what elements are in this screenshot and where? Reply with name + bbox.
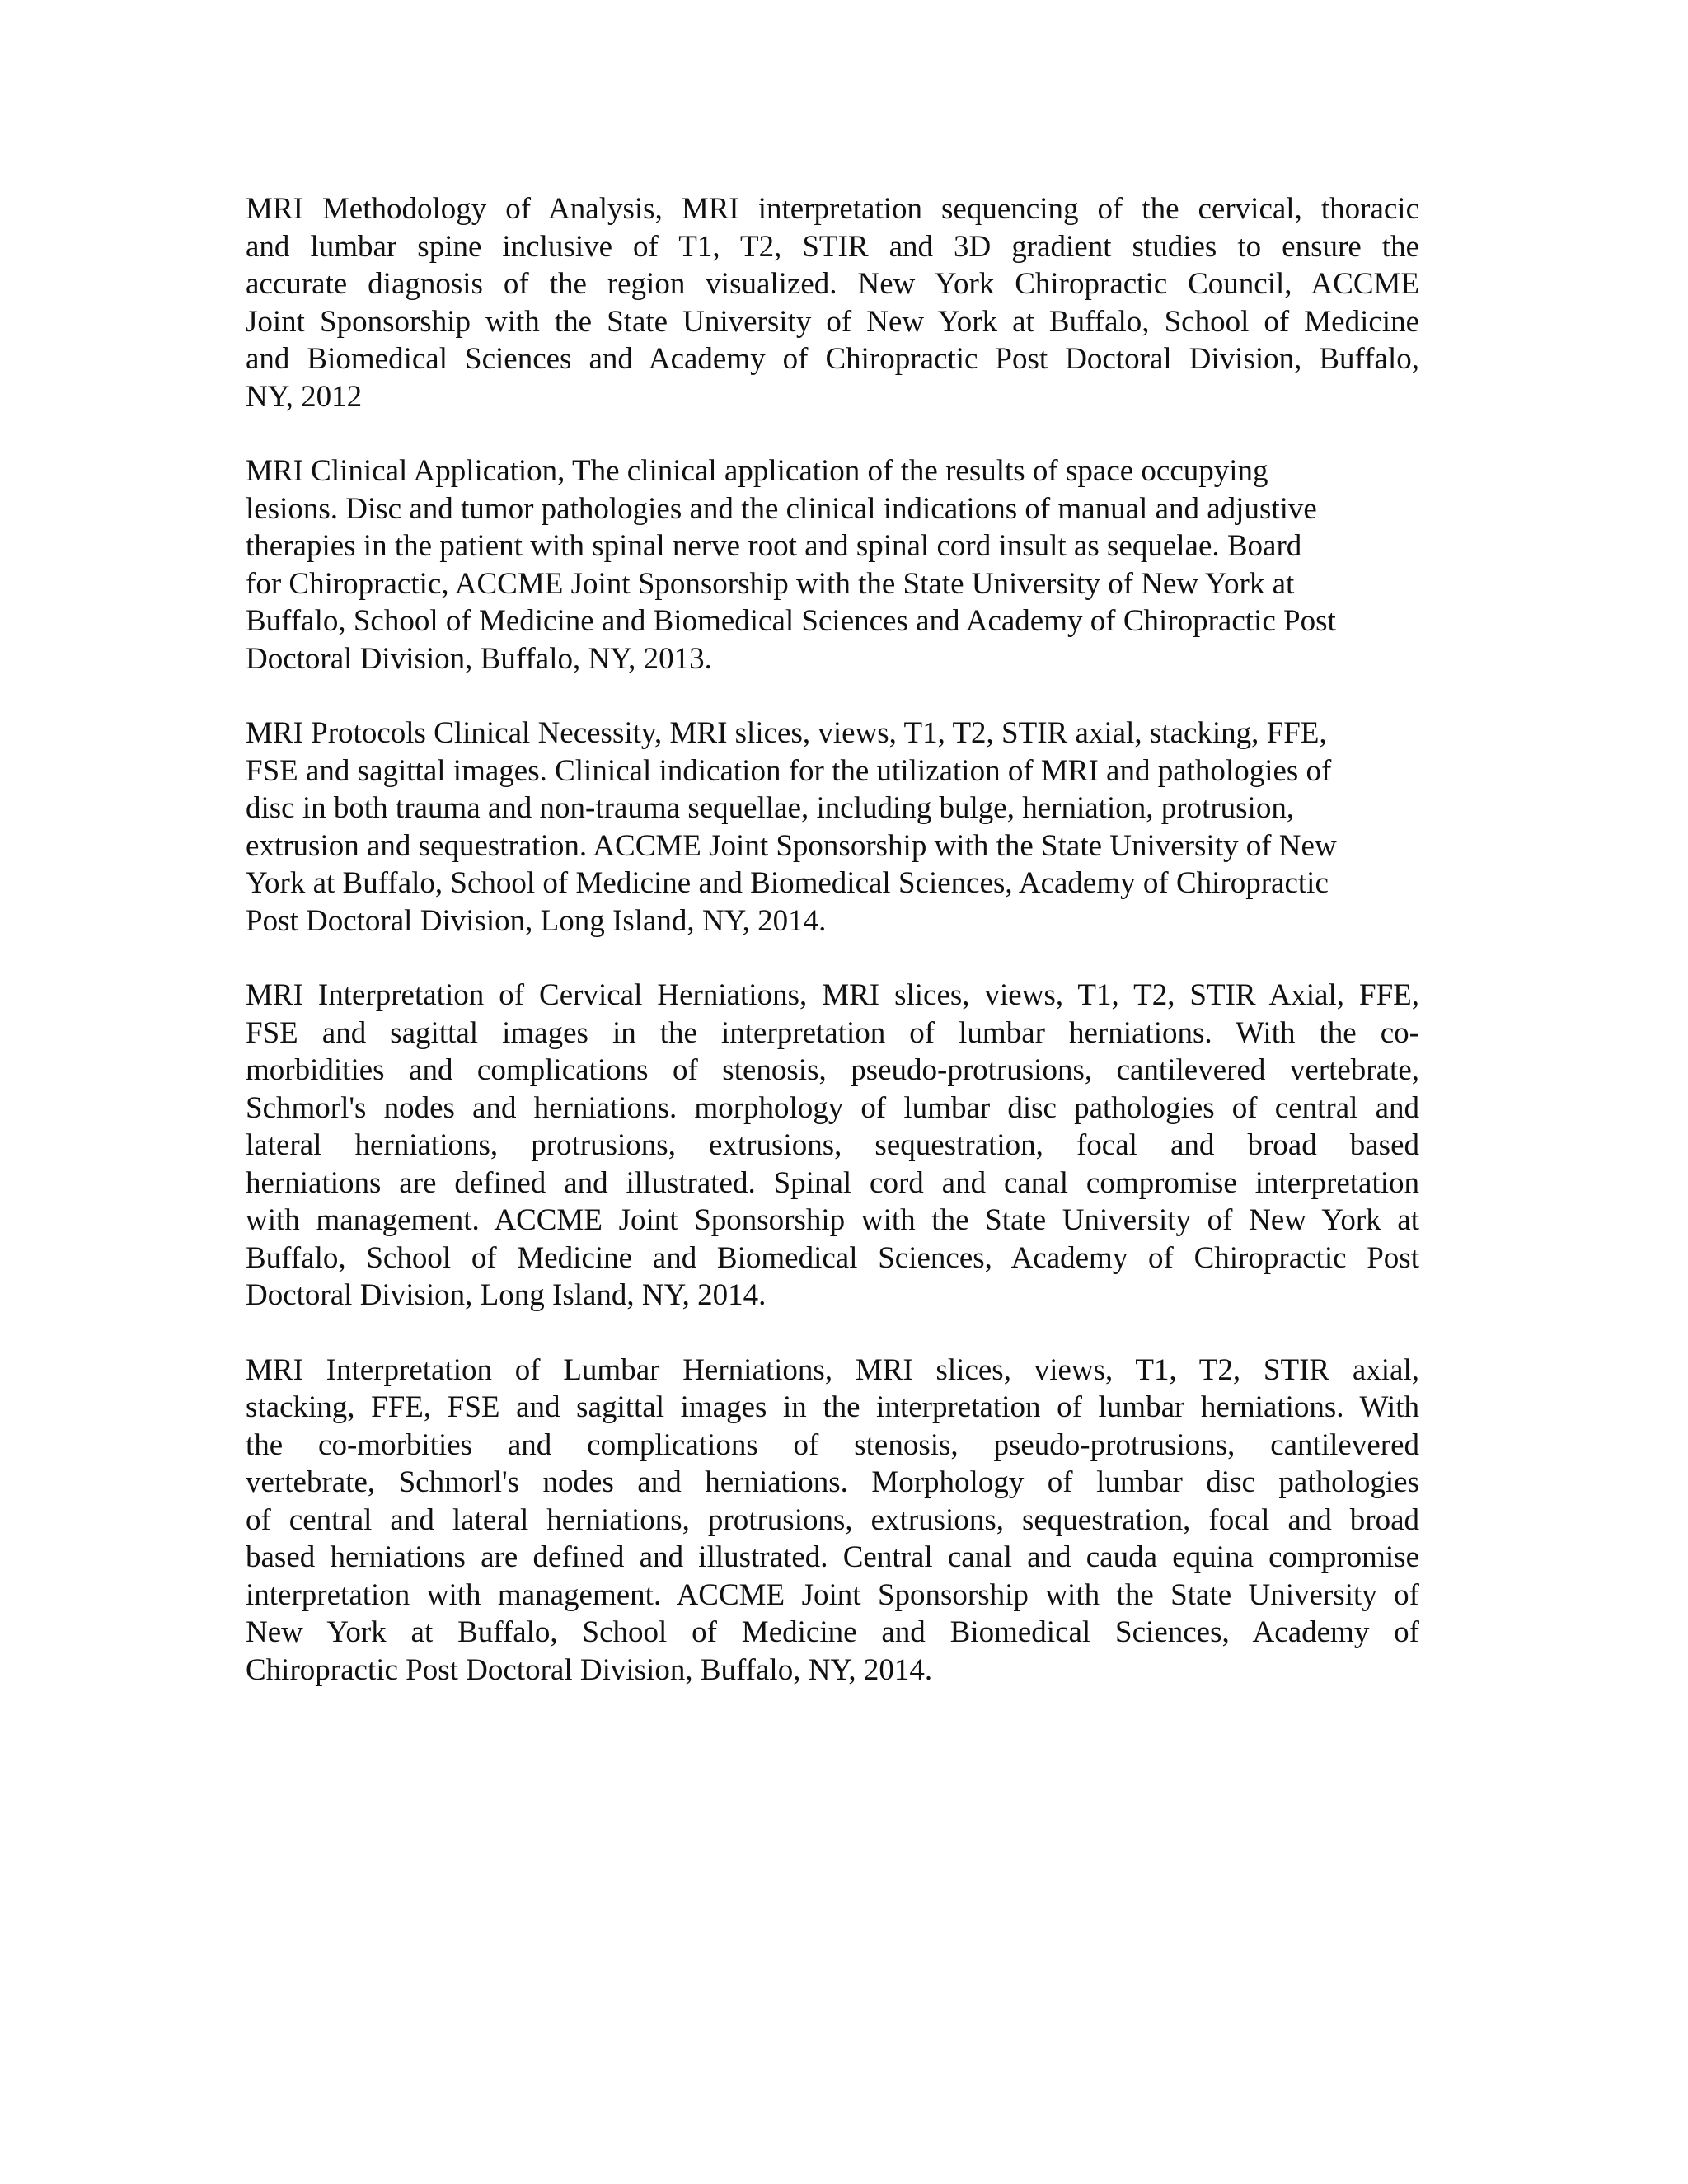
course-entry-mri-protocols — [246, 715, 1419, 940]
entry-line: Buffalo, School of Medicine and Biomedical Sciences and Academy of Chiropractic Post — [246, 604, 1336, 638]
entry-line: lesions. Disc and tumor pathologies and the clinical indications of manual and adjustive — [246, 491, 1317, 526]
entry-line: for Chiropractic, ACCME Joint Sponsorship with the State University of New York at — [246, 566, 1295, 601]
entry-line: Joint Sponsorship with the State University of New York at Buffalo, School of Medicine — [246, 304, 1419, 339]
entry-line: Post Doctoral Division, Long Island, NY, 2014. — [246, 903, 827, 938]
entry-line: FSE and sagittal images in the interpretation of lumbar herniations. With the co- — [246, 1015, 1419, 1050]
course-entry-mri-methodology — [246, 190, 1419, 415]
entry-line: MRI Clinical Application, The clinical application of the results of space occupying — [246, 454, 1268, 488]
entry-line: stacking, FFE, FSE and sagittal images in the interpretation of lumbar herniations. With — [246, 1390, 1419, 1424]
entry-line: MRI Methodology of Analysis, MRI interpretation sequencing of the cervical, thoracic — [246, 192, 1419, 226]
entry-line: extrusion and sequestration. ACCME Joint Sponsorship with the State University of New — [246, 828, 1337, 863]
entry-line: therapies in the patient with spinal nerve root and spinal cord insult as sequelae. Board — [246, 529, 1302, 563]
entry-line: MRI Protocols Clinical Necessity, MRI slices, views, T1, T2, STIR axial, stacking, FFE, — [246, 716, 1327, 750]
entry-line: interpretation with management. ACCME Joint Sponsorship with the State University of — [246, 1577, 1419, 1612]
entry-line: MRI Interpretation of Cervical Herniations, MRI slices, views, T1, T2, STIR Axial, FFE, — [246, 978, 1419, 1012]
entry-line: vertebrate, Schmorl's nodes and herniations. Morphology of lumbar disc pathologies — [246, 1465, 1419, 1499]
course-entry-mri-lumbar-herniations — [246, 1352, 1419, 1690]
entry-line: Schmorl's nodes and herniations. morphology of lumbar disc pathologies of central and — [246, 1090, 1419, 1125]
course-entry-mri-clinical-application — [246, 452, 1419, 677]
entry-line: Chiropractic Post Doctoral Division, Buffalo, NY, 2014. — [246, 1652, 933, 1687]
entry-line: Doctoral Division, Long Island, NY, 2014. — [246, 1278, 767, 1312]
entry-line: NY, 2012 — [246, 379, 363, 414]
entry-line: accurate diagnosis of the region visualized. New York Chiropractic Council, ACCME — [246, 267, 1419, 301]
entry-line: disc in both trauma and non-trauma sequellae, including bulge, herniation, protrusion, — [246, 791, 1295, 825]
entry-line: Buffalo, School of Medicine and Biomedical Sciences, Academy of Chiropractic Post — [246, 1240, 1419, 1275]
entry-line: Doctoral Division, Buffalo, NY, 2013. — [246, 641, 712, 676]
entry-line: and lumbar spine inclusive of T1, T2, STIR and 3D gradient studies to ensure the — [246, 229, 1419, 264]
entry-line: herniations are defined and illustrated. Spinal cord and canal compromise interpretation — [246, 1165, 1419, 1200]
entry-line: lateral herniations, protrusions, extrusions, sequestration, focal and broad based — [246, 1128, 1419, 1162]
entry-line: based herniations are defined and illustrated. Central canal and cauda equina compromise — [246, 1540, 1419, 1574]
entry-line: the co-morbities and complications of stenosis, pseudo-protrusions, cantilevered — [246, 1427, 1419, 1462]
entry-line: FSE and sagittal images. Clinical indication for the utilization of MRI and pathologies of — [246, 753, 1332, 788]
entry-line: MRI Interpretation of Lumbar Herniations, MRI slices, views, T1, T2, STIR axial, — [246, 1352, 1419, 1387]
document-body — [246, 190, 1419, 1726]
entry-line: York at Buffalo, School of Medicine and Biomedical Sciences, Academy of Chiropractic — [246, 866, 1329, 900]
entry-line: morbidities and complications of stenosis, pseudo-protrusions, cantilevered vertebrate, — [246, 1053, 1419, 1087]
entry-line: and Biomedical Sciences and Academy of Chiropractic Post Doctoral Division, Buffalo, — [246, 342, 1419, 376]
entry-line: with management. ACCME Joint Sponsorship with the State University of New York at — [246, 1203, 1419, 1237]
entry-line: of central and lateral herniations, protrusions, extrusions, sequestration, focal and broad — [246, 1502, 1419, 1537]
entry-line: New York at Buffalo, School of Medicine and Biomedical Sciences, Academy of — [246, 1615, 1419, 1649]
course-entry-mri-cervical-herniations — [246, 977, 1419, 1315]
